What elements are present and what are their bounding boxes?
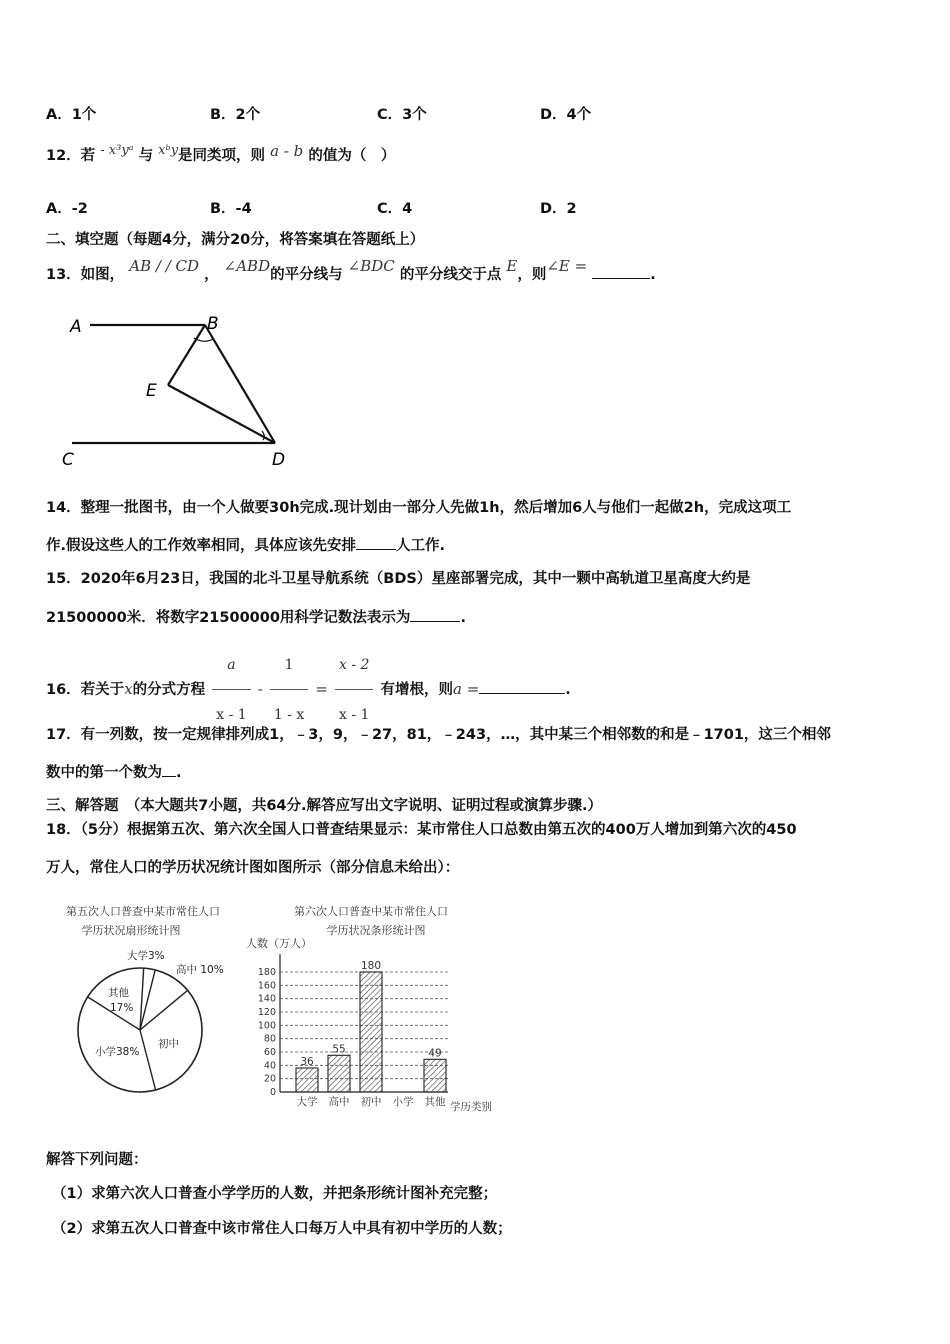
q11-option-b: B．2个 <box>210 107 261 123</box>
pie-title-line-1: 第五次人口普查中某市常住人口 <box>66 905 220 918</box>
q13-angle-bdc: ∠BDC <box>347 257 395 275</box>
label-b: B <box>207 314 219 334</box>
q12-mid1: 与 <box>138 148 154 164</box>
q16-f2-den: 1 - x <box>270 689 308 739</box>
question-14-line-1: 14．整理一批图书，由一个人做要30h完成.现计划由一部分人先做1h，然后增加6人与他们一起做2h，完成这项工 <box>46 500 792 516</box>
bar-value-label: 180 <box>360 960 382 972</box>
bar-y-tick-label: 40 <box>263 1060 276 1072</box>
pie-label-middle: 初中 <box>158 1038 179 1050</box>
bar-category-label: 初中 <box>360 1096 382 1108</box>
question-12 <box>46 142 396 167</box>
section-2-heading: 二、填空题（每题4分，满分20分，将答案填在答题纸上） <box>46 232 425 248</box>
pie-label-other: 其他 <box>108 987 129 999</box>
pie-label-other-pct: 17% <box>110 1002 134 1014</box>
bar-title-line-1: 第六次人口普查中某市常住人口 <box>294 905 448 918</box>
q16-f1-num: a <box>227 657 236 673</box>
pie-label-college: 大学3% <box>127 950 165 962</box>
question-14-line-2 <box>46 535 445 556</box>
bar-y-tick-label: 0 <box>269 1087 276 1098</box>
pie-label-high: 高中 10% <box>176 964 224 976</box>
bar-2 <box>328 1055 350 1092</box>
bar-y-tick-label: 180 <box>257 967 276 978</box>
q16-minus: - <box>257 680 263 698</box>
q17-answer-blank[interactable] <box>162 762 176 777</box>
question-18-line-2: 万人，常住人口的学历状况统计图如图所示（部分信息未给出）： <box>46 860 460 876</box>
q13-angle-abd: ∠ABD <box>223 257 271 275</box>
pie-chart <box>55 900 240 1105</box>
q12-term2: xᵇy <box>158 143 179 158</box>
q16-f3-num: x - 2 <box>339 657 370 673</box>
q11-option-d: D．4个 <box>540 107 592 123</box>
q12-prefix: 12．若 <box>46 148 96 164</box>
q12-option-d: D．2 <box>540 201 577 217</box>
answer-intro: 解答下列问题： <box>46 1152 148 1168</box>
bar-chart <box>238 900 503 1115</box>
label-c: C <box>62 450 74 470</box>
question-17-line-2 <box>46 762 182 783</box>
bar-5 <box>424 1059 446 1092</box>
bar-y-tick-label: 20 <box>263 1073 276 1085</box>
q13-end: . <box>650 267 656 283</box>
bar-x-axis-label: 学历类别 <box>450 1101 492 1113</box>
label-e: E <box>146 381 157 401</box>
bar-1 <box>296 1068 318 1092</box>
bar-y-tick-label: 120 <box>257 1007 276 1018</box>
q12-suffix: 的值为（ ） <box>308 148 396 164</box>
bar-title-line-2: 学历状况条形统计图 <box>326 924 426 937</box>
question-15-line-1: 15．2020年6月23日，我国的北斗卫星导航系统（BDS）星座部署完成，其中一颗中高轨道卫星高度大约是 <box>46 571 751 587</box>
q16-ask: a = <box>453 680 480 698</box>
bar-y-tick-label: 160 <box>257 980 276 992</box>
q11-option-c: C．3个 <box>377 107 427 123</box>
bar-y-tick-label: 140 <box>257 993 276 1005</box>
line-bd <box>205 325 275 443</box>
line-be <box>168 325 205 385</box>
q13-mid1: 的平分线与 <box>270 267 343 283</box>
pie-title-line-2: 学历状况扇形统计图 <box>81 924 181 937</box>
q13-comma: ， <box>204 267 219 283</box>
q13-mid2: 的平分线交于点 <box>399 267 502 283</box>
q16-mid2: 有增根，则 <box>380 682 453 698</box>
bar-category-label: 高中 <box>328 1096 350 1108</box>
q14-text-a: 作.假设这些人的工作效率相同，具体应该先安排 <box>46 538 357 554</box>
q17-text: 数中的第一个数为 <box>46 765 162 781</box>
section-3-heading: 三、解答题 （本大题共7小题，共64分.解答应写出文字说明、证明过程或演算步骤.） <box>46 798 603 814</box>
question-13 <box>46 257 656 285</box>
q15-answer-blank[interactable] <box>410 607 460 622</box>
sub-question-1: （1）求第六次人口普查小学学历的人数，并把条形统计图补充完整； <box>52 1186 498 1202</box>
question-17-line-1: 17．有一列数，按一定规律排列成1，﹣3，9，﹣27，81，﹣243，…，其中某三个相邻数的和是﹣1701，这三个相邻 <box>46 727 831 743</box>
sub-question-2: （2）求第五次人口普查中该市常住人口每万人中具有初中学历的人数； <box>52 1221 512 1237</box>
q16-answer-blank[interactable] <box>479 679 565 694</box>
q17-end: . <box>176 765 182 781</box>
bar-category-label: 大学 <box>296 1096 318 1108</box>
q13-ask: ∠E = <box>546 257 588 275</box>
q16-f3-den: x - 1 <box>335 689 373 739</box>
q12-term1: - x³yᵃ <box>100 143 134 158</box>
label-d: D <box>272 450 286 470</box>
bar-y-tick-label: 80 <box>263 1033 276 1045</box>
q12-option-a: A．-2 <box>46 201 88 217</box>
question-15-line-2 <box>46 607 466 628</box>
q13-condition: AB / / CD <box>129 257 200 275</box>
bar-3 <box>360 972 382 1092</box>
q14-text-b: 人工作. <box>396 538 446 554</box>
q16-eq: = <box>315 680 328 698</box>
bar-y-tick-label: 100 <box>257 1020 276 1032</box>
q16-f2-num: 1 <box>284 657 294 673</box>
bar-value-label: 55 <box>332 1043 346 1056</box>
q16-var: x <box>124 680 133 698</box>
pie-slice-boundary-3 <box>140 990 188 1030</box>
bar-y-axis-label: 人数（万人） <box>246 937 312 950</box>
bar-category-label: 小学 <box>392 1096 414 1108</box>
q15-text: 21500000米．将数字21500000用科学记数法表示为 <box>46 610 411 626</box>
q16-mid: 的分式方程 <box>132 682 206 698</box>
q13-prefix: 13．如图， <box>46 267 125 283</box>
q12-expr: a - b <box>270 142 304 160</box>
bar-category-label: 其他 <box>424 1096 446 1108</box>
q16-end: . <box>565 682 571 698</box>
bar-y-tick-label: 60 <box>263 1047 276 1058</box>
pie-slice-boundary-4 <box>140 1030 156 1090</box>
q12-option-b: B．-4 <box>210 201 252 217</box>
q13-point-e: E <box>506 257 518 275</box>
q13-mid3: ，则 <box>517 267 547 283</box>
q12-mid2: 是同类项，则 <box>178 148 266 164</box>
q16-prefix: 16．若关于 <box>46 682 125 698</box>
bar-value-label: 49 <box>428 1047 442 1060</box>
q16-f1-den: x - 1 <box>212 689 250 739</box>
label-a: A <box>70 317 82 337</box>
pie-label-primary: 小学38% <box>95 1046 140 1058</box>
q12-option-c: C．4 <box>377 201 413 217</box>
question-18-line-1: 18．（5分）根据第五次、第六次全国人口普查结果显示：某市常住人口总数由第五次的400万人增加到第六次的450 <box>46 822 797 838</box>
q11-option-a: A．1个 <box>46 107 97 123</box>
q14-answer-blank[interactable] <box>356 535 396 550</box>
figure-13-geometry <box>60 310 300 475</box>
bar-value-label: 36 <box>300 1056 314 1068</box>
q13-answer-blank[interactable] <box>592 264 650 279</box>
q15-end: . <box>460 610 466 626</box>
